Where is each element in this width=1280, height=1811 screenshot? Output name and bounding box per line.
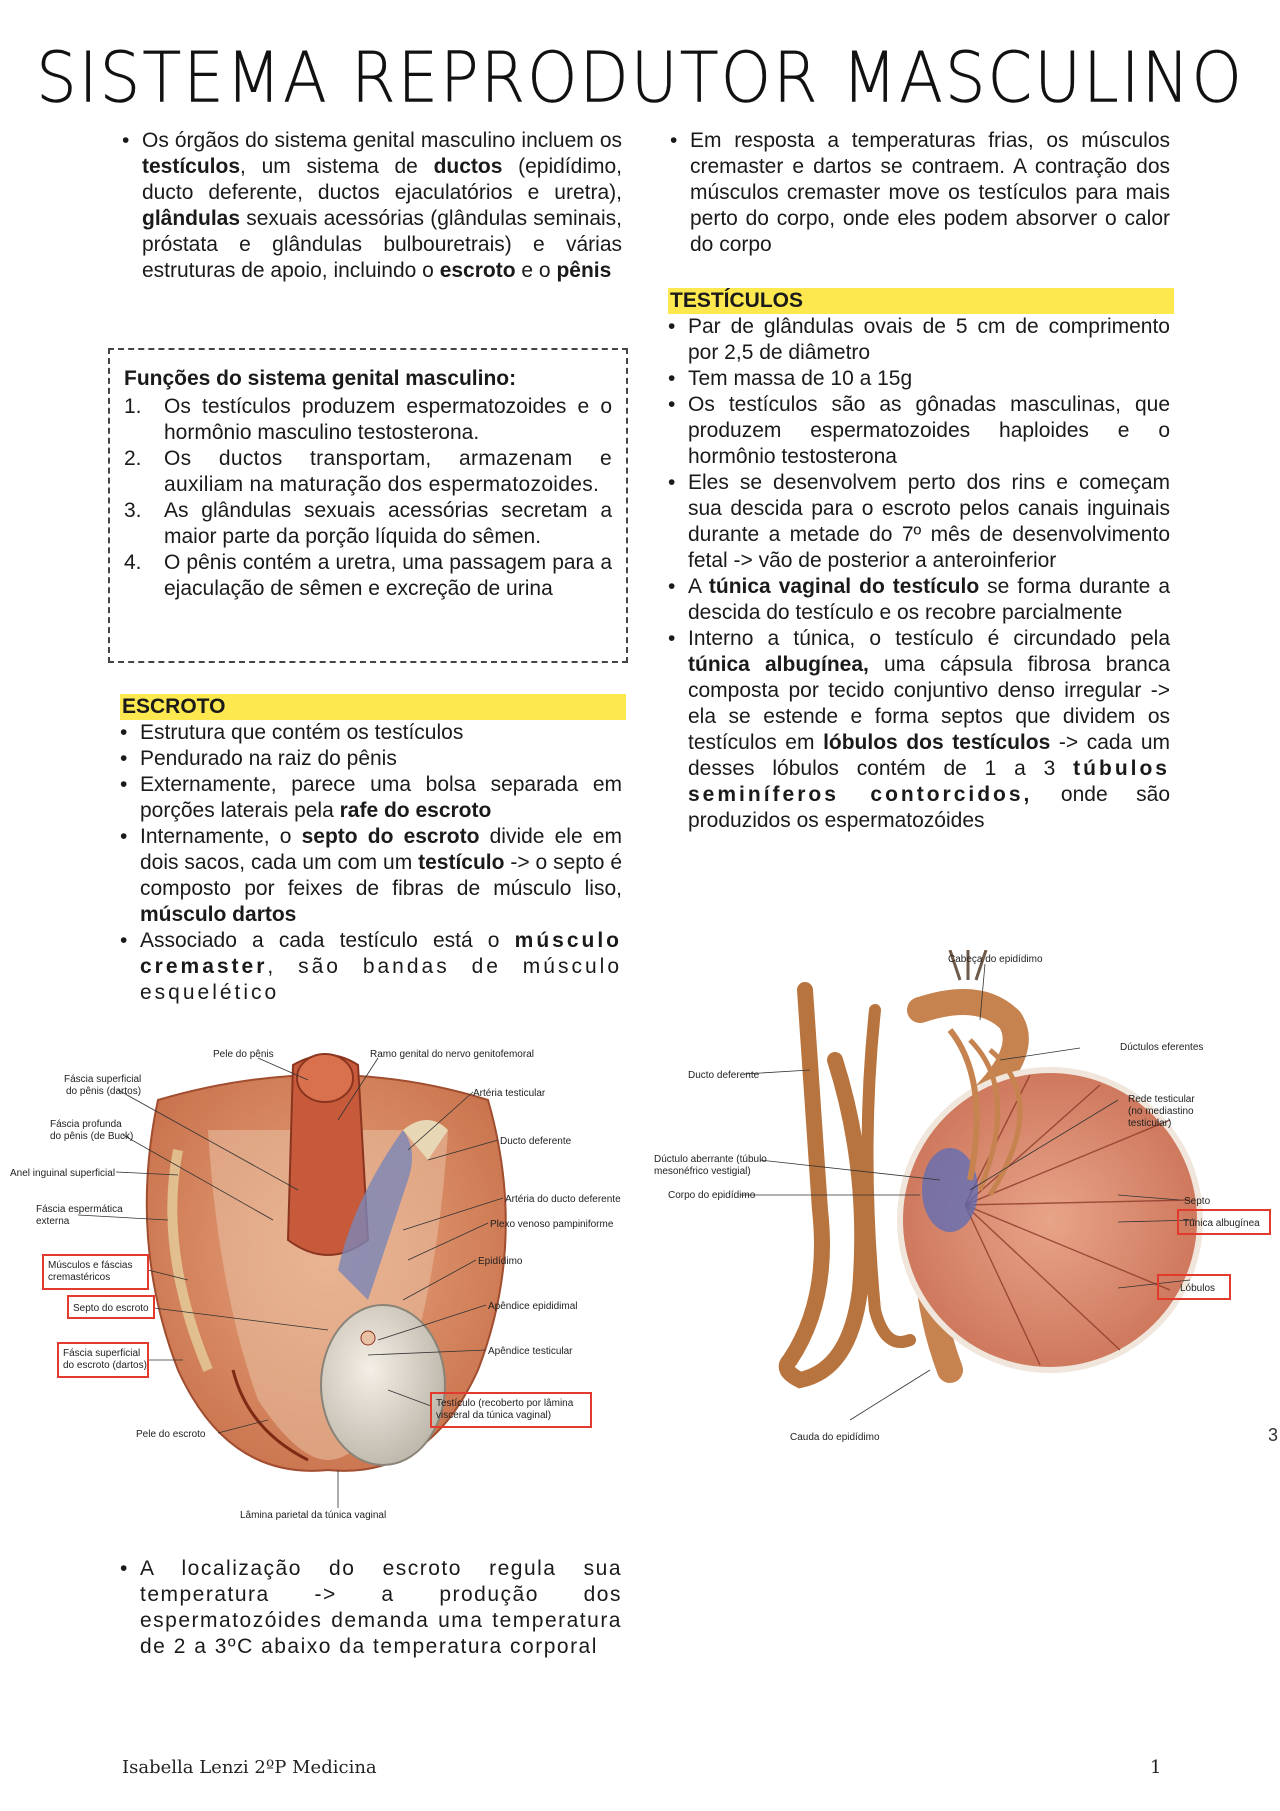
page-title: SISTEMA REPRODUTOR MASCULINO bbox=[36, 39, 1244, 119]
testiculos-bullet: • Par de glândulas ovais de 5 cm de comprimento por 2,5 de diâmetro bbox=[668, 314, 1170, 366]
testiculos-bullet: • Interno a túnica, o testículo é circundado pela túnica albugínea, uma cápsula fibrosa branca composta por tecido conjuntivo denso irregular -> ela se estende e forma septos que dividem os testículos em lóbulos dos testículos -> cada um desses lóbulos contém de 1 a 3 túbulos seminíferos contorcidos, onde são produzidos os espermatozóides bbox=[668, 626, 1170, 834]
fig-left-label: Plexo venoso pampiniforme bbox=[490, 1219, 614, 1230]
fig-left-label: cremastéricos bbox=[48, 1272, 111, 1283]
testiculos-heading: TESTÍCULOS bbox=[668, 288, 1174, 314]
testiculos-bullet: • Eles se desenvolvem perto dos rins e começam sua descida para o escroto pelos canais inguinais durante a metade do 7º mês de desenvolvimento fetal -> vão de posterior a anteroinferior bbox=[668, 470, 1170, 574]
fig-right-label: Corpo do epidídimo bbox=[668, 1190, 756, 1201]
fig-left-label: Septo do escroto bbox=[73, 1303, 149, 1314]
testis-anatomy-figure bbox=[650, 950, 1280, 1470]
fig-left-label: Fáscia superficial bbox=[63, 1348, 141, 1359]
fig-left-label: Anel inguinal superficial bbox=[10, 1168, 116, 1179]
cold-section bbox=[670, 128, 1170, 258]
fig-left-label: Testículo (recoberto por lâmina bbox=[436, 1398, 574, 1409]
function-item: 3. As glândulas sexuais acessórias secretam a maior parte da porção líquida do sêmen. bbox=[124, 499, 612, 548]
fig-left-label: visceral da túnica vaginal) bbox=[436, 1410, 552, 1421]
testis-illustration bbox=[787, 950, 1200, 1380]
fig-left-label: Músculos e fáscias bbox=[48, 1260, 133, 1271]
fig-left-label: Epidídimo bbox=[478, 1256, 523, 1267]
function-item: 1. Os testículos produzem espermatozoides e o hormônio masculino testosterona. bbox=[124, 395, 612, 444]
fig-right-label: Ducto deferente bbox=[688, 1070, 760, 1081]
intro-section bbox=[122, 128, 622, 284]
fig-right-label: (no mediastino bbox=[1128, 1106, 1194, 1117]
fig-right-label: Lóbulos bbox=[1180, 1283, 1216, 1294]
fig-left-label: Fáscia superficial bbox=[64, 1074, 142, 1085]
cold-bullet: • Em resposta a temperaturas frias, os músculos cremaster e dartos se contraem. A contração dos músculos cremaster move os testículos para mais perto do corpo, onde eles podem absorver o calor do corpo bbox=[670, 128, 1170, 258]
testiculos-bullet: • Tem massa de 10 a 15g bbox=[668, 366, 1170, 392]
function-item: 4. O pênis contém a uretra, uma passagem para a ejaculação de sêmen e excreção de urina bbox=[124, 551, 612, 600]
fig-left-label: externa bbox=[36, 1216, 70, 1227]
function-item: 2. Os ductos transportam, armazenam e auxiliam na maturação dos espermatozoides. bbox=[124, 447, 612, 496]
testiculos-bullet: • A túnica vaginal do testículo se forma durante a descida do testículo e os recobre parcialmente bbox=[668, 574, 1170, 626]
fig-right-label: Cabeça do epidídimo bbox=[948, 954, 1043, 965]
page-number: 1 bbox=[1150, 1757, 1162, 1778]
escroto-bullet: • Estrutura que contém os testículos bbox=[120, 720, 622, 746]
testiculos-section bbox=[668, 288, 1170, 834]
fig-right-label: Cauda do epidídimo bbox=[790, 1432, 880, 1443]
escroto-bullet: • Externamente, parece uma bolsa separada em porções laterais pela rafe do escroto bbox=[120, 772, 622, 824]
fig-right-label: mesonéfrico vestigial) bbox=[654, 1166, 751, 1177]
fig-right-label: Dúctulo aberrante (túbulo bbox=[654, 1154, 767, 1165]
fig-left-label: Apêndice epididimal bbox=[488, 1301, 578, 1312]
escroto-section bbox=[120, 694, 622, 1006]
temperature-bullet: • A localização do escroto regula sua temperatura -> a produção dos espermatozóides demanda uma temperatura de 2 a 3ºC abaixo da temperatura corporal bbox=[120, 1556, 622, 1660]
fig-left-label: Artéria do ducto deferente bbox=[505, 1194, 621, 1205]
fig-left-label: do pênis (dartos) bbox=[66, 1086, 142, 1097]
functions-heading: Funções do sistema genital masculino: bbox=[124, 367, 517, 390]
fig-left-label: do pênis (de Buck) bbox=[50, 1131, 134, 1142]
functions-box bbox=[108, 348, 628, 663]
fig-left-label: Fáscia espermática bbox=[36, 1204, 123, 1215]
fig-left-label: Lâmina parietal da túnica vaginal bbox=[240, 1510, 387, 1521]
escroto-bullet: • Associado a cada testículo está o músculo cremaster, são bandas de músculo esquelético bbox=[120, 928, 622, 1006]
fig-right-label: Dúctulos eferentes bbox=[1120, 1042, 1204, 1053]
footer-author: Isabella Lenzi 2ºP Medicina bbox=[122, 1757, 377, 1778]
escroto-bullet: • Internamente, o septo do escroto divide ele em dois sacos, cada um com um testículo -> o septo é composto por feixes de fibras de músculo liso, músculo dartos bbox=[120, 824, 622, 928]
intro-bullet: • Os órgãos do sistema genital masculino incluem os testículos, um sistema de ductos (epidídimo, ducto deferente, ductos ejaculatórios e uretra), glândulas sexuais acessórias (glândulas seminais, próstata e glândulas bulbouretrais) e várias estruturas de apoio, incluindo o escroto e o pênis bbox=[122, 128, 622, 284]
fig-left-label: do escroto (dartos) bbox=[63, 1360, 147, 1371]
fig-left-label: Artéria testicular bbox=[473, 1088, 546, 1099]
fig-right-label: testicular) bbox=[1128, 1118, 1172, 1129]
fig-left-label: Pele do escroto bbox=[136, 1429, 206, 1440]
fig-right-label: Rede testicular bbox=[1128, 1094, 1195, 1105]
fig-right-label: Túnica albugínea bbox=[1183, 1218, 1260, 1229]
escroto-heading: ESCROTO bbox=[120, 694, 626, 720]
fig-left-label: Ramo genital do nervo genitofemoral bbox=[370, 1049, 534, 1060]
fig-left-label: Apêndice testicular bbox=[488, 1346, 573, 1357]
temperature-section bbox=[120, 1556, 622, 1660]
fig-left-label: Fáscia profunda bbox=[50, 1119, 122, 1130]
fig-left-label: Pele do pênis bbox=[213, 1049, 274, 1060]
edge-mark: 3 bbox=[1268, 1425, 1279, 1445]
fig-left-label: Ducto deferente bbox=[500, 1136, 572, 1147]
escroto-bullet: • Pendurado na raiz do pênis bbox=[120, 746, 622, 772]
testiculos-bullet: • Os testículos são as gônadas masculinas, que produzem espermatozoides haploides e o hormônio testosterona bbox=[668, 392, 1170, 470]
fig-right-label: Septo bbox=[1184, 1196, 1211, 1207]
scrotum-anatomy-figure bbox=[8, 1040, 648, 1530]
